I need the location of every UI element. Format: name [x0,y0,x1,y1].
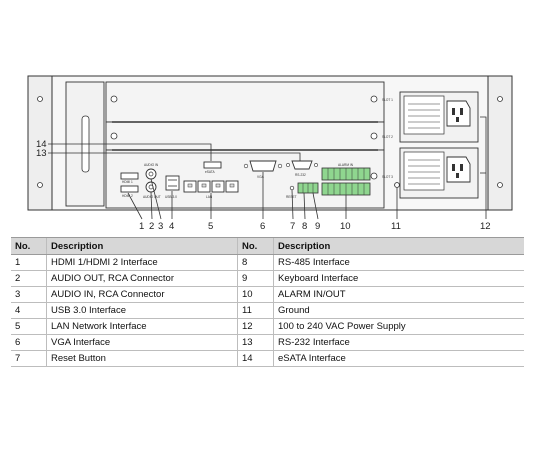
row-no-right: 9 [238,271,274,287]
callout-2: 2 [149,221,155,232]
row-no-left: 4 [11,303,47,319]
table-row [11,303,524,319]
usb-label: USB 3.0 [165,195,177,199]
audio-in-rca-pin [149,172,153,176]
header-description-left: Description [47,238,238,255]
row-desc-left: Reset Button [47,351,238,367]
header-no-right: No. [238,238,274,255]
reset-label: RESET [286,195,297,199]
table-row [11,335,524,351]
rack-screw [38,97,43,102]
slot-2-label: SLOT 2 [382,135,393,139]
callout-6: 6 [260,221,266,232]
slot-screw [111,133,117,139]
hdmi-2-label: HDMI 2 [122,194,133,198]
vga-label: VGA [257,175,264,179]
header-no-left: No. [11,238,47,255]
row-no-right: 12 [238,319,274,335]
ac-power-inlet [447,101,470,126]
power-supply-1 [400,92,478,142]
callout-8: 8 [302,221,308,232]
table-row [11,255,524,271]
row-desc-left: AUDIO IN, RCA Connector [47,287,238,303]
slot-screw [371,173,377,179]
callout-12: 12 [480,221,491,232]
vga-port [250,161,276,171]
row-no-left: 7 [11,351,47,367]
callout-13: 13 [36,148,47,159]
usb-3-0-port [166,176,179,190]
slot-screw [111,96,117,102]
row-no-left: 2 [11,271,47,287]
row-desc-right: RS-232 Interface [274,335,525,351]
slot-screw [371,96,377,102]
row-no-left: 6 [11,335,47,351]
rack-screw [498,183,503,188]
callout-3: 3 [158,221,164,232]
row-desc-right: RS-485 Interface [274,255,525,271]
hdmi-1-port [121,173,138,179]
row-no-left: 1 [11,255,47,271]
row-no-right: 13 [238,335,274,351]
callout-11: 11 [391,221,401,232]
hdmi-1-label: HDMI 1 [122,180,133,184]
callout-4: 4 [169,221,175,232]
row-no-right: 8 [238,255,274,271]
row-no-left: 5 [11,319,47,335]
row-desc-left: USB 3.0 Interface [47,303,238,319]
right-rack-ear [488,76,512,210]
row-desc-left: VGA Interface [47,335,238,351]
row-no-right: 14 [238,351,274,367]
callout-1: 1 [139,221,145,232]
callout-14: 14 [36,139,47,150]
expansion-slot-1 [106,82,384,122]
table-row [11,271,524,287]
legend-table [11,237,524,367]
row-desc-right: Ground [274,303,525,319]
row-desc-left: LAN Network Interface [47,319,238,335]
ac-power-inlet [447,157,470,182]
reset-button [290,186,294,190]
row-desc-right: 100 to 240 VAC Power Supply [274,319,525,335]
callout-9: 9 [315,221,321,232]
table-row [11,287,524,303]
callout-10: 10 [340,221,351,232]
slot-1-label: SLOT 1 [382,98,393,102]
alarm-label: ALARM IN [338,163,354,167]
slot-screw [371,133,377,139]
rack-screw [38,183,43,188]
audio-out-label: AUDIO OUT [143,195,161,199]
row-no-right: 11 [238,303,274,319]
ground-screw [395,183,400,188]
header-description-right: Description [274,238,525,255]
rack-screw [498,97,503,102]
hdmi-2-port [121,186,138,192]
lan-label: LAN [206,195,213,199]
legend-header-row [11,238,524,255]
row-desc-right: eSATA Interface [274,351,525,367]
row-no-left: 3 [11,287,47,303]
esata-port [204,162,221,168]
table-row [11,319,524,335]
table-row [11,351,524,367]
rs-232-port [292,161,312,169]
power-supply-2 [400,148,478,198]
slot-3-label: SLOT 3 [382,175,393,179]
row-desc-right: Keyboard Interface [274,271,525,287]
expansion-slot-2 [106,122,384,150]
callout-5: 5 [208,221,214,232]
row-desc-right: ALARM IN/OUT [274,287,525,303]
row-no-right: 10 [238,287,274,303]
rs-232-label: RS-232 [295,173,306,177]
callout-7: 7 [290,221,296,232]
esata-label: eSATA [205,170,215,174]
row-desc-left: HDMI 1/HDMI 2 Interface [47,255,238,271]
audio-in-label: AUDIO IN [144,163,159,167]
row-desc-left: AUDIO OUT, RCA Connector [47,271,238,287]
